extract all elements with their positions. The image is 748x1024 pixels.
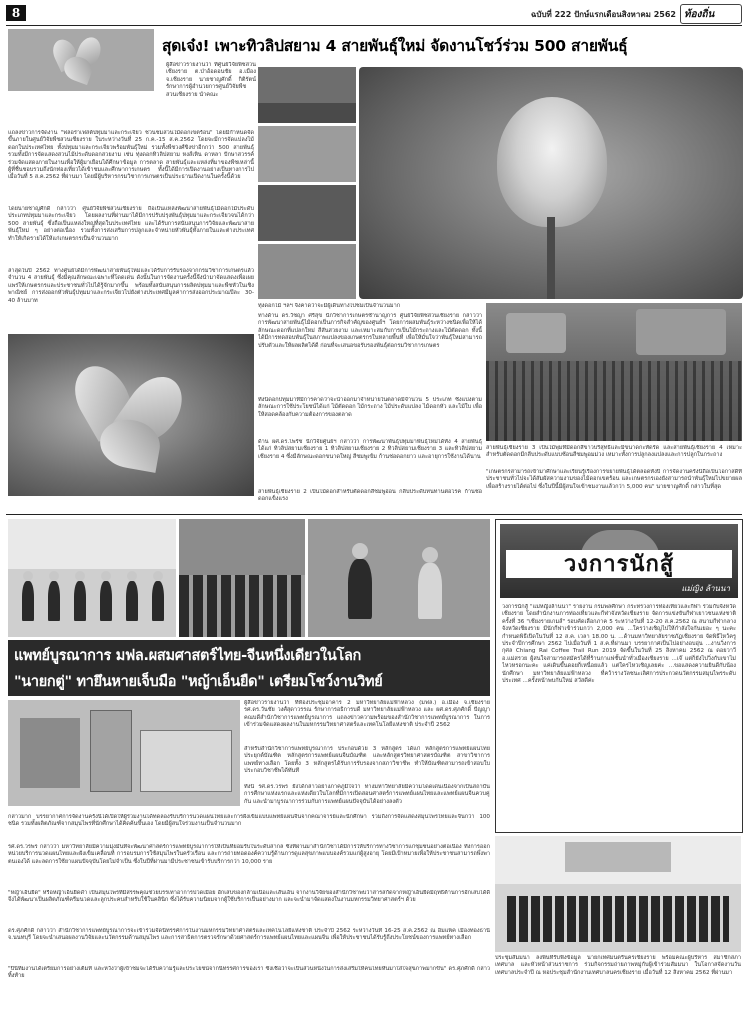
article1-caption-mid: ทุ่งดอกไม้ ฯลฯ จึงคาดว่าจะมีผู้เดินทางไปชมเป็นจำนวนมาก [258,303,401,309]
article2-body1: สำหรับสำนักวิชาการแพทย์บูรณาการ ประกอบด้วย 3 หลักสูตร ได้แก่ หลักสูตรการแพทย์แผนไทยประยุกต์บัณฑิต หลักสูตรการแพทย์แผนจีนบัณฑิต และหลักสูตรวิทยาศาสตรบัณฑิต สาขาวิชาการแพทย์ทางเลือก โดยทั้ง 3 หลักสูตรได้รับการรับรองจากสภาวิชาชีพ ทำให้บัณฑิตสามารถเข้าสอบใบประกอบวิชาชีพได้ทันที [244,746,490,775]
article1-col3a: สายพันธุ์เชียงราย 3 เป็นไม้พุ่มที่มีดอกสีขาวบริสุทธิ์และมีขนาดกะทัดรัด และสายพันธุ์เชียงราย 4 เหมาะสำหรับตัดดอกมีกลีบประดับแบบซ้อนสีชมพูอมม่วง เหมาะทั้งการปลูกลงแปลงและการปลูกในกระถาง [486,445,742,459]
photo-demo [308,519,490,637]
article1-body1: แถลงข่าวการจัดงาน "ฟลอร่าเฟสต์ปทุมมาและกระเจียว ชวนชมสวนไม้ดอกเขตร้อน" โดยมีกำหนดจัดขึ้นภายในศูนย์วิจัยพืชสวนเชียงราย ในระหว่างวันที่ 25 ก.ค.-15 ส.ค.2562 โดยจะมีการจัดแปลงไม้ดอกในประเทศไทย ทั้งปทุมมาและกระเจียวพร้อมพันธุ์ใหม่ รวมทั้งพืชวงศ์ขิงข่าอีกกว่า 500 สายพันธุ์ รวมทั้งมีการจัดแสดงสวนไม้ประดับดอกสวยงาม เช่น ทุ่งดอกทิวลิปสยาม หงส์เหิน ดาหลา ปักษาสวรรค์ ร่วมจัดแสดงภายในงานเพื่อให้ผู้มาเยือนได้ศึกษาข้อมูล การตลาด สายพันธุ์และแหล่งที่มาของพืชเหล่านี้ ผู้ที่ชื่นชอบรวมถึงนักท่องเที่ยวได้เข้าชมและศึกษาการเกษตร ทั้งนี้ได้มีการเปิดงานอย่างเป็นทางการไปเมื่อวันที่ 5 ส.ค.2562 ที่ผ่านมา โดยมีผู้บริหารกรมวิชาการเกษตรเป็นประธานเปิดงานในครั้งนี้ด้วย [8,130,254,181]
article1-body6: ด้าน ผศ.ดร.ไพรัช นักวิจัยศูนย์ฯ กล่าวว่า การพัฒนาพันธุ์ปทุมมาพันธุ์ใหม่ได้ทั้ง 4 สายพันธุ์ ได้แก่ ทิวลิปสยามเชียงราย 1 ทิวลิปสยามเชียงราย 2 ทิวลิปสยามเชียงราย 3 และทิวลิปสยามเชียงราย 4 ซึ่งมีลักษณะดอกขนาดใหญ่ สีชมพูเข้ม ก้านช่อดอกยาว และอายุการใช้งานได้นาน [258,439,482,460]
article2-body5: "หญ้าเอ็นยืด" หรือหญ้าเอ็นยืดดำ เป็นสมุนไพรที่มีสรรพคุณช่วยบรรเทาอาการปวดเมื่อย อักเสบของกล้ามเนื้อและเส้นเอ็น จากงานวิจัยของสำนักวิชาพบว่าสารสกัดจากหญ้าเอ็นยืดมีฤทธิ์ต้านการอักเสบได้ดี จึงได้พัฒนาเป็นผลิตภัณฑ์ครีมนวดและลูกประคบสำหรับใช้ในคลินิก ซึ่งได้รับความนิยมจากผู้ใช้บริการเป็นอย่างมาก และจะนำมาจัดแสดงในงานมหกรรมวิทยาศาสตร์ฯ ด้วย [8,890,490,904]
photo-flower-lower [8,334,254,496]
photo-plants-1 [258,126,356,182]
masthead-text: ท้องถิ่น [684,9,715,20]
person-figure [22,581,34,621]
article1-body7: สายพันธุ์เชียงราย 2 เป็นไม้ดอกสำหรับตัดดอกสีชมพูอ่อน กลีบประดับทนทานต่อโรค ก้านช่อดอกแข็งแรง [258,489,482,503]
tulip-bloom [497,97,607,227]
photo-flower-topleft [8,29,154,91]
issue-info: ฉบับที่ 222 ปักษ์แรกเดือนสิงหาคม 2562 [530,10,676,19]
person-figure [48,581,60,621]
photo-flower-main [359,67,743,299]
article1-intro: ผู้สื่อข่าวรายงานว่า ที่ศูนย์วิจัยพืชสวนเชียงราย ต.ป่าอ้อดอนชัย อ.เมือง จ.เชียงราย นายชาญศักดิ์ กิติรัตน์ รักษาการผู้อำนวยการศูนย์วิจัยพืชสวนเชียงราย นำคณะ [166,62,256,98]
page-number: 8 [6,5,26,21]
article2-body7: "ปีนี้ทีมงานได้เตรียมการอย่างเต็มที่ และหวังว่าผู้เข้าชมจะได้รับความรู้และประโยชน์จากนิทรรศการของเรา ซึ่งเชื่อว่าจะเป็นส่วนหนึ่งในการส่งเสริมให้คนไทยหันมาใส่ใจสุขภาพมากขึ้น" ดร.ศุภศักดิ์ กล่าวทิ้งท้าย [8,966,490,980]
header-rule [6,25,742,26]
column-body: วงการนักสู้ "แม่หญิงล้านนา" รายงาน กรมพลศึกษา กระทรวงการท่องเที่ยวและกีฬา ร่วมกับจังหวัดเชียงราย โดยสำนักงานการท่องเที่ยวและกีฬาจังหวัดเชียงราย จัดการแข่งขันกีฬาเยาวชนแห่งชาติ ครั้งที่ 36 "เชียงรายเกมส์" รอบคัดเลือกภาค 5 ระหว่างวันที่ 12-20 ส.ค.2562 ณ สนามกีฬากลางจังหวัดเชียงราย มีนักกีฬาเข้าร่วมกว่า 2,000 คน ...ใครว่างเชิญไปให้กำลังใจกันเยอะ ๆ นะคะ กำหนดพิธีเปิดในวันที่ 12 ส.ค. เวลา 18.00 น. ...ด้านมหาวิทยาลัยราชภัฏเชียงราย จัดพิธีไหว้ครูประจำปีการศึกษา 2562 ไปเมื่อวันที่ 1 ส.ค.ที่ผ่านมา บรรยากาศเป็นไปอย่างอบอุ่น ...งานวิ่งการกุศล Chiang Rai Coffee Trail Run 2019 จัดขึ้นในวันที่ 25 สิงหาคม 2562 ณ ดอยวาวี อ.แม่สรวย ผู้สนใจสามารถสมัครได้ที่ร้านกาแฟชั้นนำทั่วเมืองเชียงราย ...เจ๊ แต่ก็ยังไปวิ่งกับเขาไม่ไหวหรอกนะคะ แค่เดินขึ้นดอยก็เหนื่อยแล้ว แต่ใครไหวเชิญเลยค่ะ ...ขอแสดงความยินดีกับน้องนักศึกษา มหาวิทยาลัยแม่ฟ้าหลวง ที่คว้ารางวัลชนะเลิศการประกวดนวัตกรรมสมุนไพรระดับประเทศ ...ครั้งหน้าพบกันใหม่ สวัสดีค่ะ [502,604,736,685]
photo-flower-field [486,303,742,441]
article2-headline-line2: "นายกตู่" ทายึนหายเจ็บมือ "หญ้าเอ็นยืด" เตรียมโชว์งานวิทย์ [14,674,383,690]
photo-event-stage [8,519,176,637]
article1-headline: สุดเจ๋ง! เพาะทิวลิปสยาม 4 สายพันธุ์ใหม่ จัดงานโชว์ร่วม 500 สายพันธุ์ [162,37,628,55]
article1-body2: โดยนายชาญศักดิ์ กล่าวว่า ศูนย์วิจัยพืชสวนเชียงราย ถือเป็นแหล่งพัฒนาสายพันธุ์ไม้ดอกไม้ประดับประเภทปทุมมาและกระเจียว โดยผลงานที่ผ่านมาได้มีการปรับปรุงพันธุ์ปทุมมาและกระเจียวจนได้กว่า 500 สายพันธุ์ ซึ่งถือเป็นแหล่งใหญ่ที่สุดในประเทศไทย และได้รับการสนับสนุนการวิจัยและพัฒนาสายพันธุ์ใหม่ ๆ อย่างต่อเนื่อง รวมทั้งการส่งเสริมการปลูกและจำหน่ายหัวพันธุ์ทั้งภายในและต่างประเทศ ทำให้เกิดรายได้ให้แก่เกษตรกรเป็นจำนวนมาก [8,206,254,242]
person-figure [100,581,112,621]
photo-greenhouse-1 [258,67,356,123]
person-head [422,547,438,563]
masthead-logo [680,4,742,24]
article2-body2: ทั้งนี้ รศ.ดร.วรพร ยังได้กล่าวอย่างภาคภูมิใจว่า ทางมหาวิทยาลัยมีความโดดเด่นเนื่องจากเป็นสถาบันการศึกษาแห่งแรกและแห่งเดียวในโลกที่มีการเปิดสอนศาสตร์การแพทย์แผนไทยและแพทย์แผนจีนควบคู่กัน และนำมาบูรณาการร่วมกับการแพทย์แผนปัจจุบันได้อย่างลงตัว [244,784,490,805]
photo-caption: ประชุมสัมมนา ลงพื้นที่รับฟังข้อมูล นายกเทศมนตรีนครเชียงราย พร้อมคณะผู้บริหาร สมาชิกสภาเทศบาล และหัวหน้าส่วนราชการ ร่วมกิจกรรมถ่ายภาพหมู่กับผู้เข้าร่วมสัมมนา ในโอกาสจัดงานวันเทศบาลประจำปี ณ หอประชุมสำนักงานเทศบาลนครเชียงราย เมื่อวันที่ 12 สิงหาคม 2562 ที่ผ่านมา [495,955,741,976]
column-box [495,519,743,833]
article1-body3: ล่าสุดในปี 2562 ทางศูนย์ได้มีการพัฒนาสายพันธุ์ใหม่และได้รับการรับรองจากกรมวิชาการเกษตรแล้วจำนวน 4 สายพันธุ์ ซึ่งมีคุณลักษณะเฉพาะที่โดดเด่น ดังนั้นในการจัดงานครั้งนี้จึงนำมาจัดแสดงเพื่อเผยแพร่ให้เกษตรกรและประชาชนทั่วไปได้รู้จักมากขึ้น พร้อมทั้งสนับสนุนการผลิตปทุมมาและพืชหัวในเชิงพาณิชย์ การส่งออกหัวพันธุ์ปทุมมาและกระเจียวไปยังต่างประเทศมีมูลค่าการส่งออกประมาณปีละ 30-40 ล้านบาท [8,268,254,304]
photo-group [495,836,741,952]
person-figure [418,563,442,619]
column-subtitle: แม่ญิง ล้านนา [681,584,730,593]
person-head [23,571,33,581]
article2-headline-line1: แพทย์บูรณาการ มฟล.ผสมศาสตร์ไทย-จีนหนึ่งเดียวในโลก [14,648,362,664]
person-head [75,571,85,581]
person-figure [126,581,138,621]
article2-headline-band [8,640,490,696]
article1-body5: ทั้งนี้ดอกปทุมมาที่มีการคาดว่าจะนำออกมาจำหน่ายในตลาดมีจำนวน 5 ประเภท ซึ่งแบ่งตามลักษณะการใช้ประโยชน์ได้แก่ ไม้ตัดดอก ไม้กระถาง ไม้ประดับแปลง ไม้ดอกหัว และไม้ใบ เพื่อให้สอดคล้องกับความต้องการของตลาด [258,397,482,418]
person-head [49,571,59,581]
page-header [6,4,742,24]
person-figure [152,581,164,621]
column-banner [500,524,738,598]
photo-greenhouse-2 [258,185,356,241]
person-head [153,571,163,581]
person-head [101,571,111,581]
person-head [352,543,368,559]
article2-body6: ดร.ศุภศักดิ์ กล่าวว่า สำนักวิชาการแพทย์บูรณาการจะเข้าร่วมจัดนิทรรศการในงานมหกรรมวิทยาศาสตร์และเทคโนโลยีแห่งชาติ ประจำปี 2562 ระหว่างวันที่ 16-25 ส.ค.2562 ณ อิมแพ็ค เมืองทองธานี จ.นนทบุรี โดยจะนำเสนอผลงานวิจัยและนวัตกรรมด้านสมุนไพร และการสาธิตการตรวจรักษาด้วยศาสตร์การแพทย์แผนไทยและแผนจีน เพื่อให้ประชาชนได้รับรู้ถึงประโยชน์ของการแพทย์ทางเลือก [8,928,490,942]
person-figure [74,581,86,621]
column-title: วงการนักสู้ [506,550,732,578]
article1-col3b: "เกษตรกรสามารถเข้ามาศึกษาและเรียนรู้เรื่องการขยายพันธุ์ได้ตลอดทั้งปี การจัดงานครั้งนี้ถือเป็นโอกาสดีที่ประชาชนทั่วไปจะได้สัมผัสความงามของไม้ดอกเขตร้อน และเกษตรกรเองยังสามารถนำพันธุ์ใหม่ไปขยายผลเพื่อสร้างรายได้ต่อไป ซึ่งในปีนี้มีผู้สนใจเข้าชมงานแล้วกว่า 5,000 คน" นายชาญศักดิ์ กล่าวในที่สุด [486,469,742,490]
photo-plants-2 [258,244,356,299]
person-head [127,571,137,581]
article2-body4: รศ.ดร.วรพร กล่าวว่า มหาวิทยาลัยมีความมุ่งมั่นที่จะพัฒนาศาสตร์การแพทย์บูรณาการให้เป็นที่ยอมรับในระดับสากล ซึ่งที่ผ่านมาสำนักวิชาได้มีการให้บริการทางวิชาการแก่ชุมชนอย่างต่อเนื่อง ทั้งการออกหน่วยบริการนวดแผนไทยและฝังเข็มเคลื่อนที่ การอบรมการใช้สมุนไพรในครัวเรือน และการถ่ายทอดองค์ความรู้ด้านการดูแลสุขภาพแบบองค์รวมแก่ผู้สูงอายุ โดยมีเป้าหมายเพื่อให้ประชาชนสามารถพึ่งพาตนเองได้ และลดการใช้ยาแผนปัจจุบันโดยไม่จำเป็น ซึ่งในปีที่ผ่านมามีประชาชนเข้ารับบริการกว่า 10,000 ราย [8,844,490,865]
person-figure [348,559,372,619]
photo-herbal-products [8,700,240,806]
photo-audience [179,519,305,637]
section-divider [6,514,742,515]
article2-intro: ผู้สื่อข่าวรายงานว่า ที่ห้องประชุมอาคาร 2 มหาวิทยาลัยแม่ฟ้าหลวง (มฟล.) อ.เมือง จ.เชียงราย รศ.ดร.วันชัย วงศ์สุดาวรรณ รักษาการอธิการบดี มหาวิทยาลัยแม่ฟ้าหลวง และ ผศ.ดร.ศุภศักดิ์ ปัญญา คณบดีสำนักวิชาการแพทย์บูรณาการ แถลงข่าวความพร้อมของสำนักวิชาการแพทย์บูรณาการ ในการเข้าร่วมจัดแสดงผลงานในมหกรรมวิทยาศาสตร์และเทคโนโลยีแห่งชาติ ประจำปี 2562 [244,700,490,729]
article1-body4: ทางด้าน ดร.วัชญา ศรีสุข นักวิชาการเกษตรชำนาญการ ศูนย์วิจัยพืชสวนเชียงราย กล่าวว่า การพัฒนาสายพันธุ์ไม้ดอกเป็นภารกิจสำคัญของศูนย์ฯ โดยการผสมพันธุ์ระหว่างชนิดเพื่อให้ได้ลักษณะดอกที่แปลกใหม่ สีสันสวยงาม และเหมาะสมกับการเป็นไม้กระถางและไม้ตัดดอก ทั้งนี้ได้มีการทดสอบพันธุ์ในสภาพแปลงของเกษตรกรในหลายพื้นที่ เพื่อให้มั่นใจว่าพันธุ์ใหม่สามารถปรับตัวและให้ผลผลิตได้ดี ก่อนที่จะเสนอขอรับรองพันธุ์ต่อกรมวิชาการเกษตร [258,313,482,349]
article2-body3: กล่าวมาก บรรยากาศการจัดงานครั้งนี้ได้เปิดให้ผู้ร่วมงานได้ทดลองรับบริการนวดแผนไทยและการฝังเข็มแบบแพทย์แผนจีนจากคณาจารย์และนักศึกษา รวมถึงการจัดแสดงสมุนไพรไทยและจีนกว่า 100 ชนิด รวมทั้งผลิตภัณฑ์จากสมุนไพรที่นักศึกษาได้คิดค้นขึ้นเอง โดยมีผู้สนใจร่วมงานเป็นจำนวนมาก [8,814,490,828]
